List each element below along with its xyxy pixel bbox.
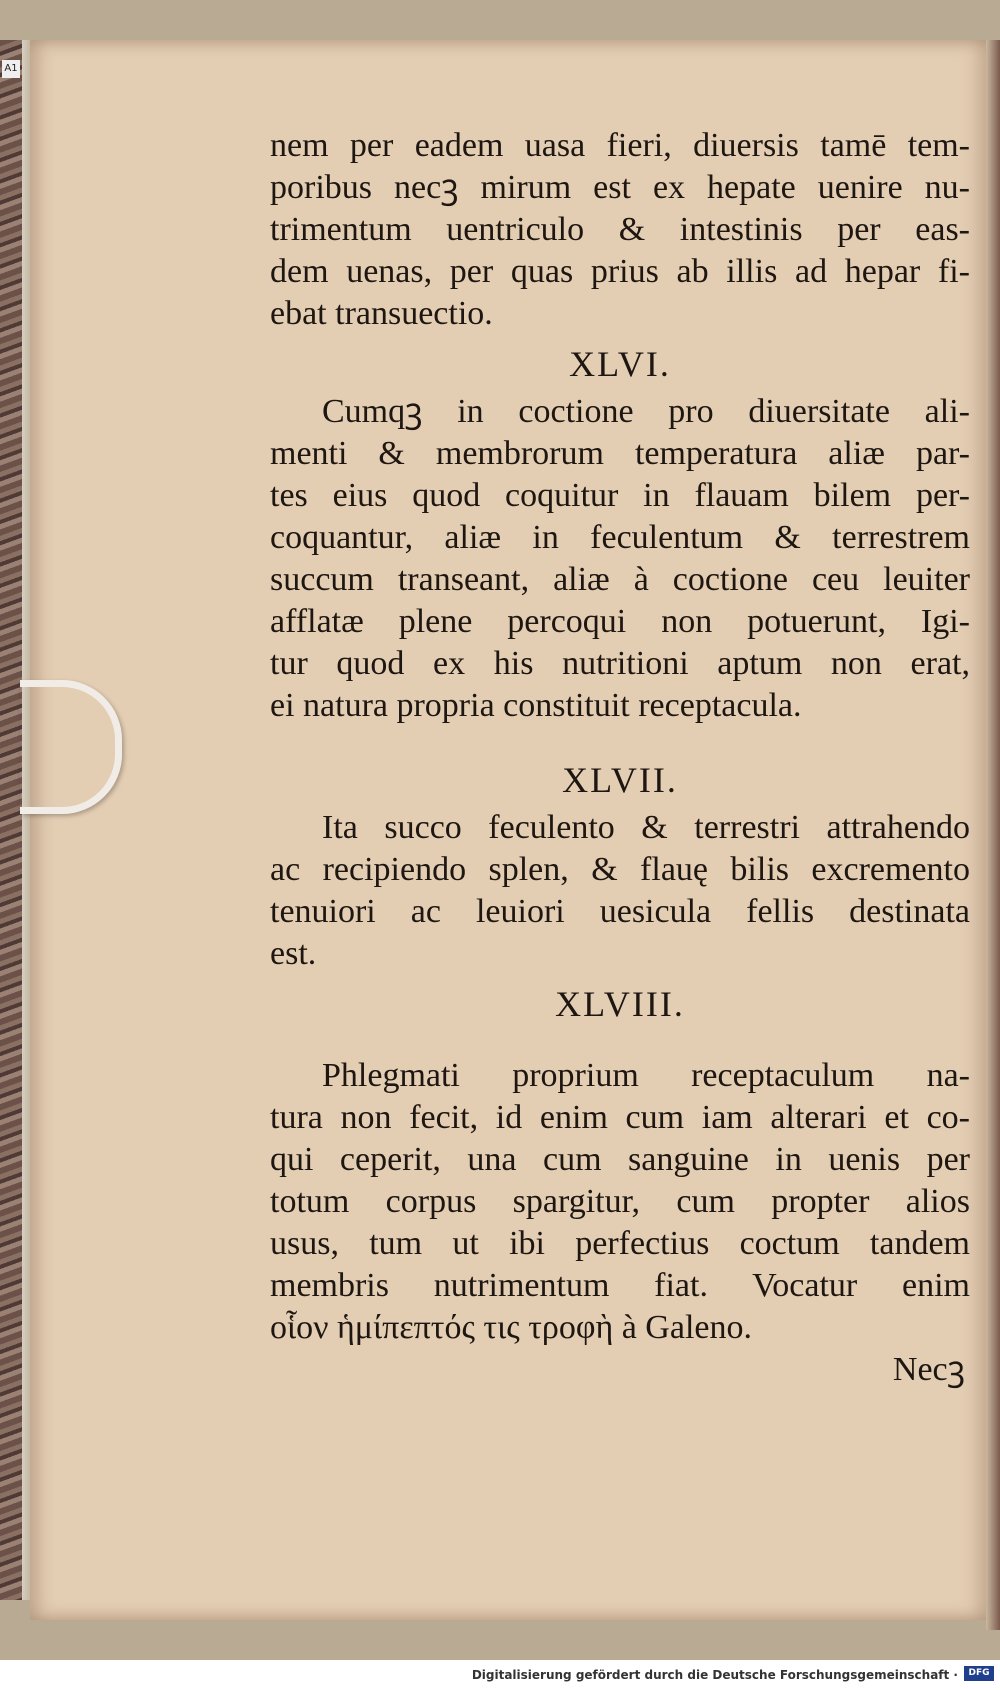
text-line: tura non fecit, id enim cum iam alterari et co- bbox=[270, 1099, 970, 1136]
text-block-1 bbox=[270, 125, 970, 335]
text-line: membris nutrimentum fiat. Vocatur enim bbox=[270, 1267, 970, 1304]
text-line: qui ceperit, una cum sanguine in uenis per bbox=[270, 1141, 970, 1178]
text-line: ei natura propria constituit receptacula. bbox=[270, 687, 802, 724]
text-line: tenuiori ac leuiori uesicula fellis destinata bbox=[270, 893, 970, 930]
text-line: usus, tum ut ibi perfectius coctum tandem bbox=[270, 1225, 970, 1262]
text-line: Cumqꝫ in coctione pro diuersitate ali- bbox=[322, 393, 970, 430]
text-line: ac recipiendo splen, & flauę bilis excremento bbox=[270, 851, 970, 888]
text-line: nem per eadem uasa fieri, diuersis tamē tem- bbox=[270, 127, 970, 164]
text-block-2 bbox=[270, 391, 970, 727]
text-line: Phlegmati proprium receptaculum na- bbox=[322, 1057, 970, 1094]
text-line: est. bbox=[270, 935, 317, 972]
text-line: afflatæ plene percoqui non potuerunt, Igi- bbox=[270, 603, 970, 640]
text-line: menti & membrorum temperatura aliæ par- bbox=[270, 435, 970, 472]
text-line: succum transeant, aliæ à coctione ceu leuiter bbox=[270, 561, 970, 598]
marbled-cover-edge bbox=[0, 40, 22, 1600]
text-line: οἷον ἡμίπεπτός τις τροφὴ à Galeno. bbox=[270, 1309, 752, 1346]
text-line: dem uenas, per quas prius ab illis ad hepar fi- bbox=[270, 253, 970, 290]
page-clip bbox=[20, 680, 122, 814]
text-line: poribus necꝫ mirum est ex hepate uenire nu- bbox=[270, 169, 970, 206]
section-heading: XLVIII. bbox=[555, 984, 685, 1024]
text-line: totum corpus spargitur, cum propter alios bbox=[270, 1183, 970, 1220]
book-page bbox=[30, 40, 988, 1620]
dfg-logo: DFG bbox=[964, 1666, 994, 1681]
catchword: Necꝫ bbox=[892, 1351, 965, 1388]
section-heading: XLVI. bbox=[569, 344, 671, 384]
text-block-3 bbox=[270, 807, 970, 975]
footer-bar bbox=[0, 1660, 1000, 1690]
text-block-4 bbox=[270, 1055, 970, 1349]
text-line: tur quod ex his nutritioni aptum non erat, bbox=[270, 645, 970, 682]
text-line: tes eius quod coquitur in flauam bilem per- bbox=[270, 477, 970, 514]
footer-credit: Digitalisierung gefördert durch die Deutsche Forschungsgemeinschaft · bbox=[471, 1668, 958, 1682]
corner-tag: A1 bbox=[2, 60, 20, 78]
page-text bbox=[270, 125, 970, 1391]
text-line: coquantur, aliæ in feculentum & terrestrem bbox=[270, 519, 970, 556]
text-line: Ita succo feculento & terrestri attrahendo bbox=[322, 809, 970, 846]
page-edge-shadow bbox=[986, 40, 1000, 1630]
section-heading: XLVII. bbox=[562, 760, 678, 800]
spacer bbox=[270, 727, 970, 751]
spacer bbox=[270, 1031, 970, 1055]
text-line: ebat transuectio. bbox=[270, 295, 493, 332]
text-line: trimentum uentriculo & intestinis per eas- bbox=[270, 211, 970, 248]
